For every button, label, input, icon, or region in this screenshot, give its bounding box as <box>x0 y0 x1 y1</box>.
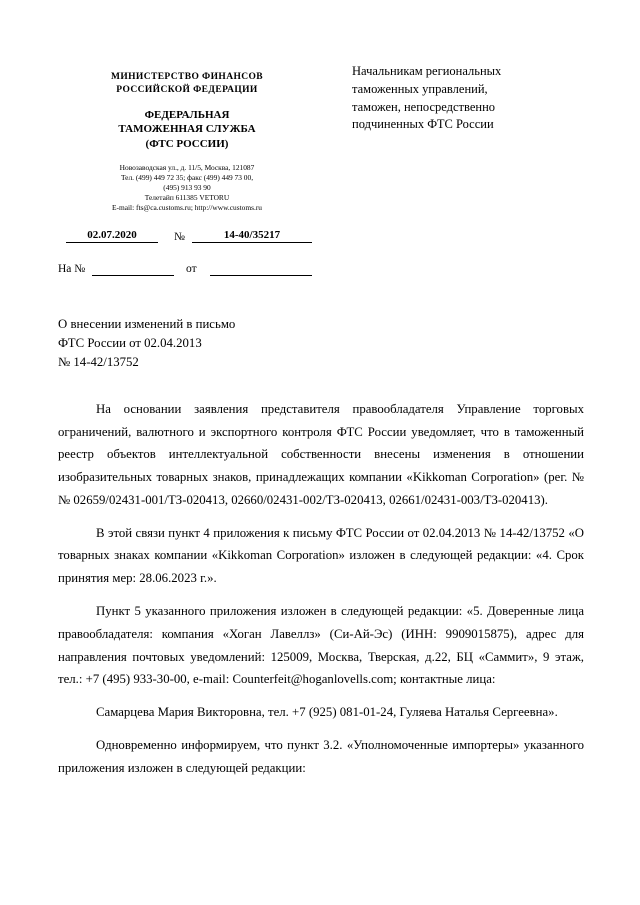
body-paragraph: Самарцева Мария Викторовна, тел. +7 (925) 081-01-24, Гуляева Наталья Сергеевна». <box>96 705 558 720</box>
incoming-reference-row <box>58 263 316 283</box>
ministry-line-1: МИНИСТЕРСТВО ФИНАНСОВ <box>110 72 264 82</box>
document-number: 14-40/35217 <box>192 229 312 243</box>
service-line-3: (ФТС РОССИИ) <box>145 138 229 151</box>
body-paragraph: На основании заявления представителя правообладателя Управление торговых ограничений, валютного и экспортного контроля ФТС России уведомляет, что в таможенный реестр объектов интеллектуальной собственности внесены изменения в отношении изобразительных товарных знаков, принадлежащих компании «Kikkoman Corporation» (рег. №№ 02659/02431-001/ТЗ-020413, 02660/02431-002/ТЗ-020413, 02661/02431-003/ТЗ-020413). <box>58 401 584 507</box>
letterhead-teletype: Телетайп 611385 VETORU <box>144 193 230 203</box>
addressee-line-1: Начальникам региональных <box>352 64 502 78</box>
subject-line-1: О внесении изменений в письмо <box>58 317 236 332</box>
letterhead-address: Новозаводская ул., д. 11/5, Москва, 121087 <box>119 163 255 173</box>
letter-header <box>58 55 584 213</box>
incoming-number-label: На № <box>58 263 86 276</box>
document-reference-row <box>58 229 316 249</box>
letterhead-phone: Тел. (499) 449 72 35; факс (499) 449 73 00, <box>120 173 254 183</box>
addressee-line-3: таможен, непосредственно <box>352 99 496 114</box>
addressee-line-4: подчиненных ФТС России <box>352 117 494 132</box>
subject-line-3: № 14-42/13752 <box>58 354 139 369</box>
document-date: 02.07.2020 <box>66 229 158 243</box>
document-subject <box>58 315 358 372</box>
number-sign-label: № <box>174 231 185 244</box>
letterhead-contacts <box>58 163 316 213</box>
body-paragraph: В этой связи пункт 4 приложения к письму ФТС России от 02.04.2013 № 14-42/13752 «О товарных знаках компании «Kikkoman Corporation» изложен в следующей редакции: «4. Срок принятия мер: 28.06.2023 г.». <box>58 525 584 586</box>
service-line-2: ТАМОЖЕННАЯ СЛУЖБА <box>118 123 256 136</box>
incoming-date-line <box>210 275 312 276</box>
addressee-line-2: таможенных управлений, <box>352 81 488 96</box>
letterhead-phone-secondary: (495) 913 93 90 <box>163 183 211 193</box>
letterhead-email: E-mail: fts@ca.customs.ru; http://www.customs.ru <box>111 203 262 213</box>
incoming-number-line <box>92 275 174 276</box>
document-body <box>58 398 584 779</box>
ministry-line-2: РОССИЙСКОЙ ФЕДЕРАЦИИ <box>116 84 258 95</box>
service-name <box>58 108 316 153</box>
subject-line-2: ФТС России от 02.04.2013 <box>58 336 202 351</box>
body-paragraph: Пункт 5 указанного приложения изложен в следующей редакции: «5. Доверенные лица правообладателя: компания «Хоган Лавеллз» (Си-Ай-Эс) (ИНН: 9909015875), адрес для направления почтовых уведомлений: 125009, Москва, Тверская, д.22, БЦ «Саммит», 9 этаж, тел.: +7 (495) 933-30-00, e-mail: Counterfeit@hoganlovells.com; контактные лица: <box>58 604 584 687</box>
letterhead-block <box>58 55 316 213</box>
addressee-block <box>352 55 584 134</box>
ministry-name <box>58 71 316 97</box>
incoming-date-label: от <box>186 263 197 276</box>
body-paragraph: Одновременно информируем, что пункт 3.2. «Уполномоченные импортеры» указанного приложения изложен в следующей редакции: <box>58 737 584 775</box>
service-line-1: ФЕДЕРАЛЬНАЯ <box>144 108 230 121</box>
